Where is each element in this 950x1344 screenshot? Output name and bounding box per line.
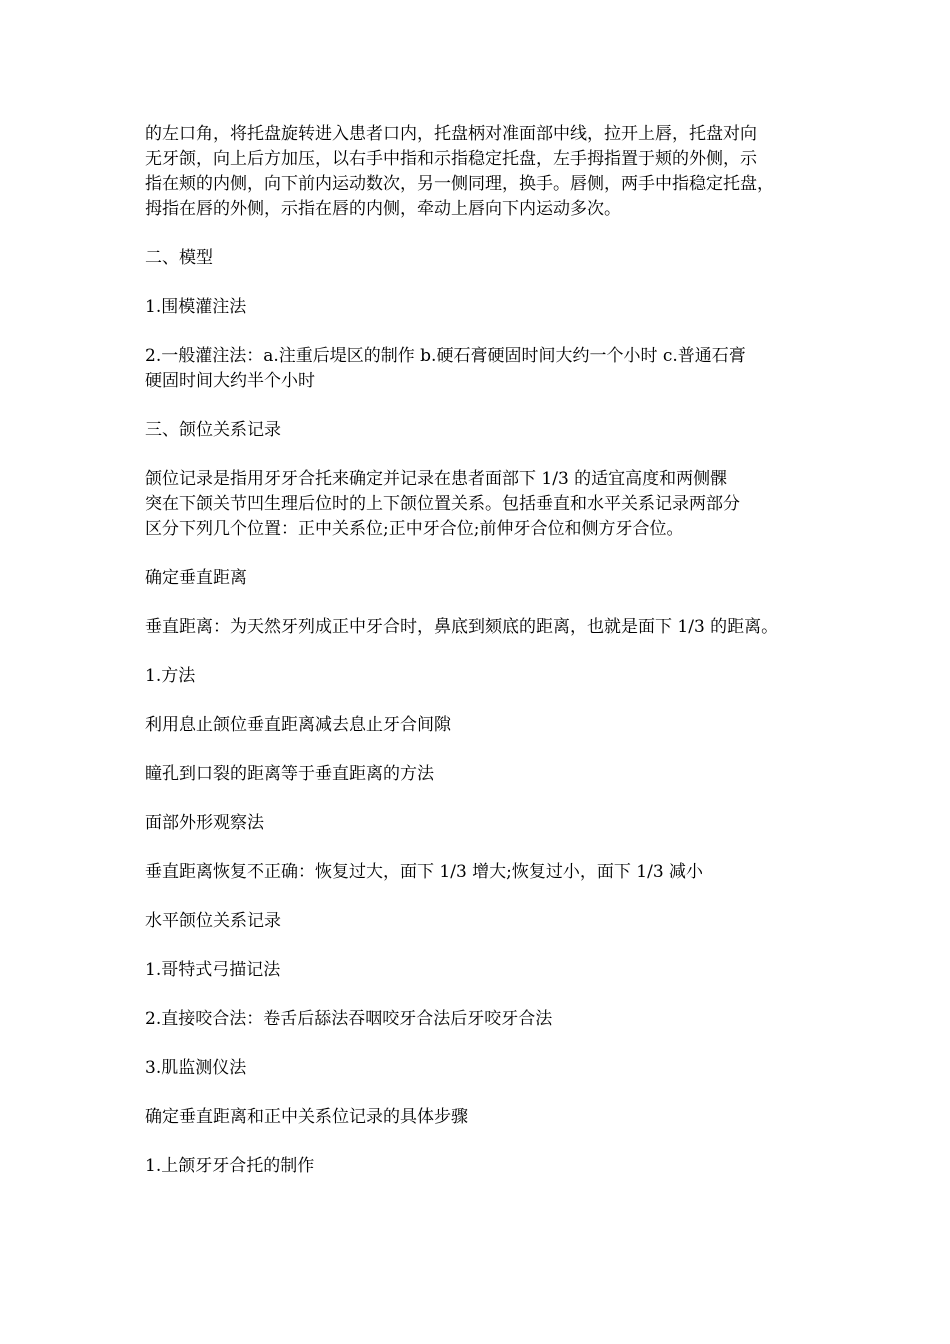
- paragraph-tray-placement: 的左口角，将托盘旋转进入患者口内，托盘柄对准面部中线，拉开上唇，托盘对向 无牙颌，向上后方加压，以右手中指和示指稳定托盘，左手拇指置于颊的外侧，示 指在颊的内侧，向下前内运动数次，另一侧同理，换手。唇侧，两手中指稳定托盘， 拇指在唇的外侧，示指在唇的内侧，牵动上唇向下内运动多次。: [145, 124, 774, 219]
- heading-jaw-relation-record: 三、颌位关系记录: [145, 420, 281, 440]
- heading-model: 二、模型: [145, 248, 213, 268]
- method-pupil-to-mouth: 瞳孔到口裂的距离等于垂直距离的方法: [145, 764, 434, 784]
- list-item-gothic-arch: 1.哥特式弓描记法: [145, 960, 281, 980]
- list-item-method: 1.方法: [145, 666, 196, 686]
- list-item-myomonitor: 3.肌监测仪法: [145, 1058, 247, 1078]
- document-body: [145, 122, 817, 1203]
- paragraph-vertical-distance-definition: 垂直距离：为天然牙列成正中牙合时，鼻底到颏底的距离，也就是面下 1/3 的距离。: [145, 617, 779, 637]
- method-facial-observation: 面部外形观察法: [145, 813, 264, 833]
- list-item-enclosure-pouring: 1.围模灌注法: [145, 297, 247, 317]
- list-item-direct-bite: 2.直接咬合法：卷舌后舔法吞咽咬牙合法后牙咬牙合法: [145, 1009, 553, 1029]
- list-item-general-pouring: 2.一般灌注法：a.注重后堤区的制作 b.硬石膏硬固时间大约一个小时 c.普通石膏 硬固时间大约半个小时: [145, 346, 746, 391]
- subheading-specific-steps: 确定垂直距离和正中关系位记录的具体步骤: [145, 1107, 468, 1127]
- subheading-horizontal-jaw-relation: 水平颌位关系记录: [145, 911, 281, 931]
- method-rest-position: 利用息止颌位垂直距离减去息止牙合间隙: [145, 715, 451, 735]
- list-item-upper-bite-rim: 1.上颌牙牙合托的制作: [145, 1156, 315, 1176]
- subheading-determine-vertical-distance: 确定垂直距离: [145, 568, 247, 588]
- paragraph-incorrect-restoration: 垂直距离恢复不正确：恢复过大，面下 1/3 增大;恢复过小，面下 1/3 减小: [145, 862, 704, 882]
- paragraph-jaw-record-definition: 颌位记录是指用牙牙合托来确定并记录在患者面部下 1/3 的适宜高度和两侧髁 突在下颌关节凹生理后位时的上下颌位置关系。包括垂直和水平关系记录两部分 区分下列几个位置：正中关系位;正中牙合位;前伸牙合位和侧方牙合位。: [145, 469, 740, 539]
